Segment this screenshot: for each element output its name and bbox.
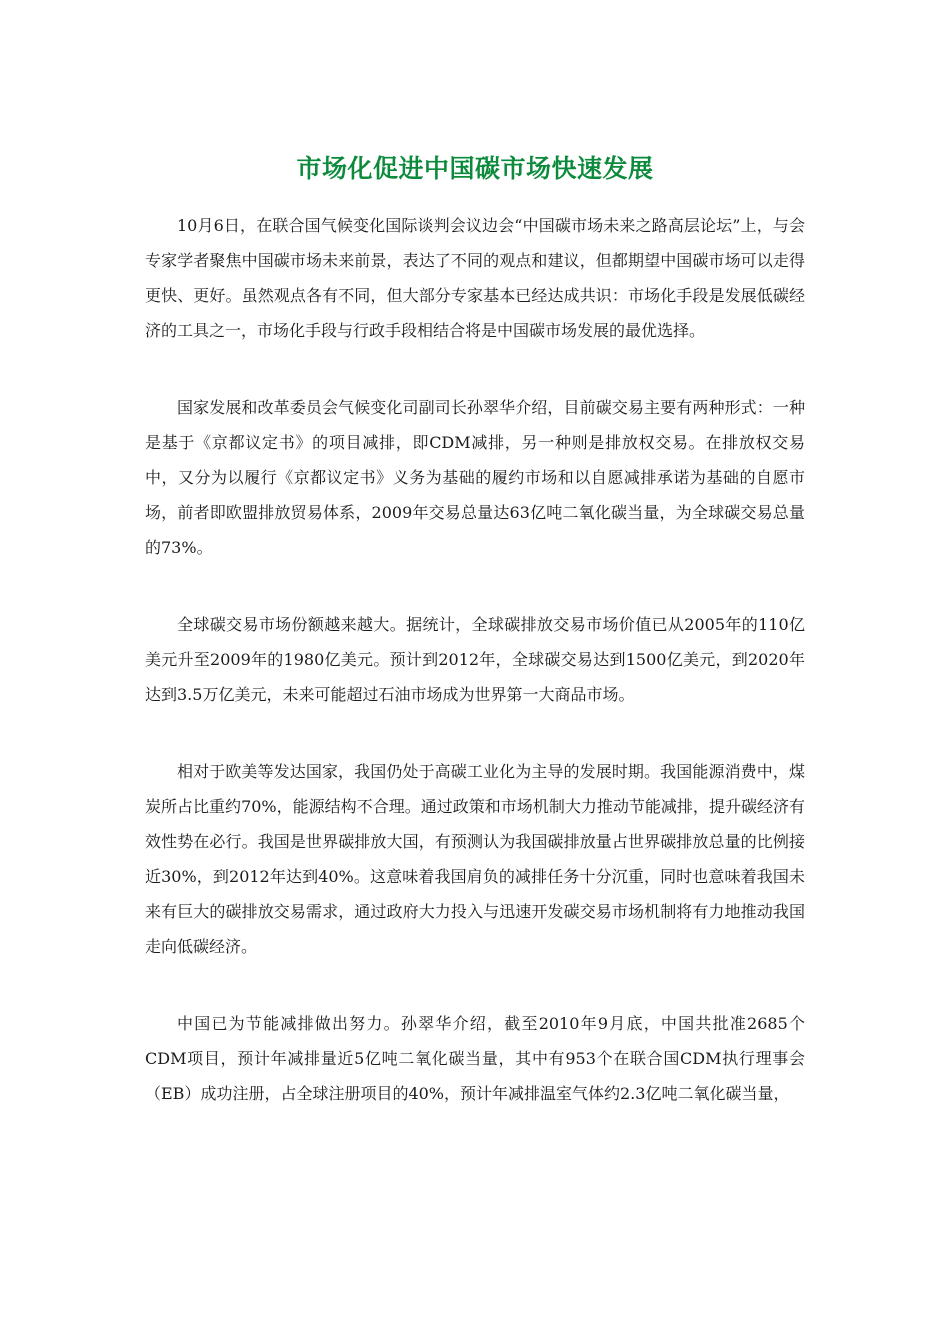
paragraph-forum-consensus: 10月6日，在联合国气候变化国际谈判会议边会“中国碳市场未来之路高层论坛”上，与会专家学者聚焦中国碳市场未来前景，表达了不同的观点和建议，但都期望中国碳市场可以走得更快、更好。虽然观点各有不同，但大部分专家基本已经达成共识：市场化手段是发展低碳经济的工具之一，市场化手段与行政手段相结合将是中国碳市场发展的最优选择。 xyxy=(145,216,805,340)
paragraph-trading-forms: 国家发展和改革委员会气候变化司副司长孙翠华介绍，目前碳交易主要有两种形式：一种是基于《京都议定书》的项目减排，即CDM减排，另一种则是排放权交易。在排放权交易中，又分为以履行《京都议定书》义务为基础的履约市场和以自愿减排承诺为基础的自愿市场，前者即欧盟排放贸易体系，2009年交易总量达63亿吨二氧化碳当量，为全球碳交易总量的73%。 xyxy=(145,398,805,557)
document-body xyxy=(145,208,805,1111)
paragraph-china-emissions: 相对于欧美等发达国家，我国仍处于高碳工业化为主导的发展时期。我国能源消费中，煤炭所占比重约70%，能源结构不合理。通过政策和市场机制大力推动节能减排，提升碳经济有效性势在必行。我国是世界碳排放大国，有预测认为我国碳排放量占世界碳排放总量的比例接近30%，到2012年达到40%。这意味着我国肩负的减排任务十分沉重，同时也意味着我国未来有巨大的碳排放交易需求，通过政府大力投入与迅速开发碳交易市场机制将有力地推动我国走向低碳经济。 xyxy=(145,762,805,956)
paragraph-market-growth: 全球碳交易市场份额越来越大。据统计，全球碳排放交易市场价值已从2005年的110亿美元升至2009年的1980亿美元。预计到2012年，全球碳交易达到1500亿美元，到2020年达到3.5万亿美元，未来可能超过石油市场成为世界第一大商品市场。 xyxy=(145,615,805,704)
paragraph-cdm-projects: 中国已为节能减排做出努力。孙翠华介绍，截至2010年9月底，中国共批准2685个CDM项目，预计年减排量近5亿吨二氧化碳当量，其中有953个在联合国CDM执行理事会（EB）成功注册，占全球注册项目的40%，预计年减排温室气体约2.3亿吨二氧化碳当量， xyxy=(145,1014,805,1103)
document-title: 市场化促进中国碳市场快速发展 xyxy=(296,153,654,183)
